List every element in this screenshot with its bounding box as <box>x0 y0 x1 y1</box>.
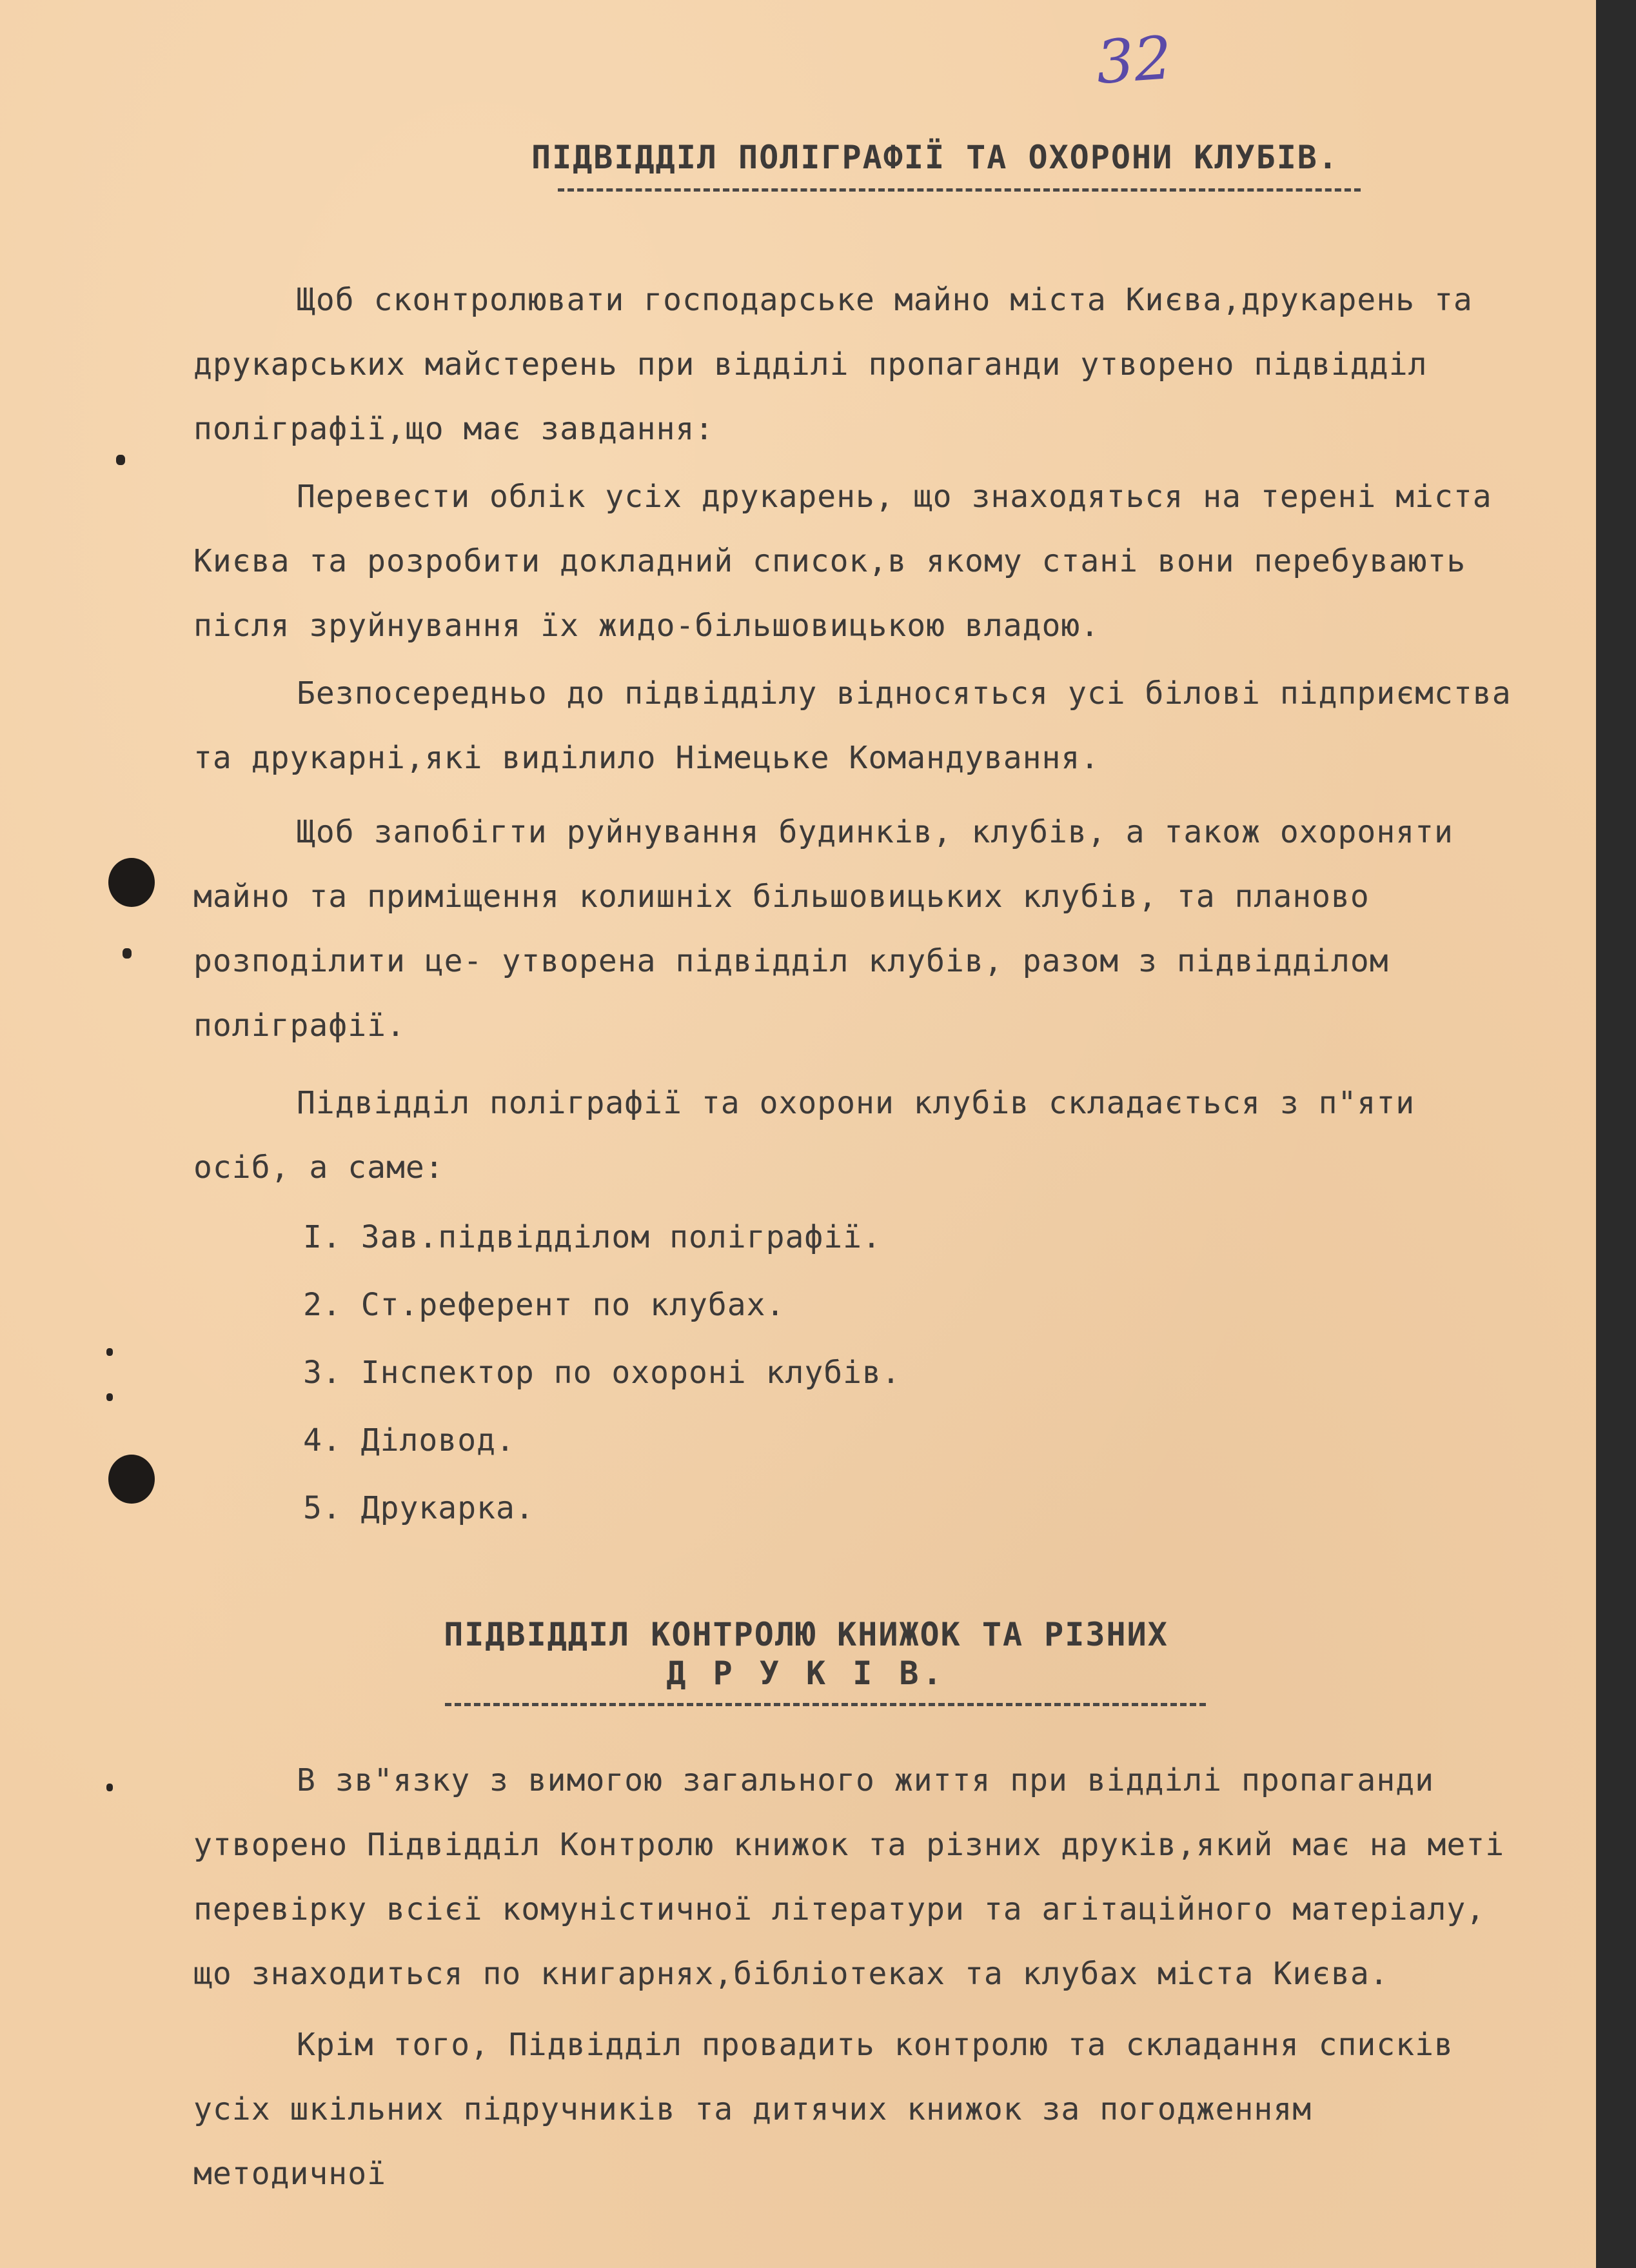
section1-paragraph-1: Щоб сконтролювати господарське майно міста Києва,друкарень та друкарських майстерень при відділі пропаганди утворено підвідділ поліграфії,що має завдання: <box>193 282 1473 447</box>
section1-paragraph-3: Безпосередньо до підвідділу відносяться усі білові підприємства та друкарні,які виділило Німецьке Командування. <box>193 675 1512 776</box>
section2-paragraph-2: Крім того, Підвідділ провадить контролю та складання списків усіх шкільних підручників та дитячих книжок за погодженням методичної <box>193 2027 1454 2192</box>
ink-speck <box>106 1393 113 1401</box>
title-underline <box>558 188 1361 192</box>
staff-list-item: 3. Інспектор по охороні клубів. <box>303 1355 901 1391</box>
punch-hole <box>108 1455 155 1504</box>
staff-list-item: 5. Друкарка. <box>303 1490 535 1526</box>
punch-hole <box>108 858 155 907</box>
section1-title: ПІДВІДДІЛ ПОЛІГРАФІЇ ТА ОХОРОНИ КЛУБІВ. <box>531 139 1339 176</box>
ink-speck <box>106 1784 113 1791</box>
section1-paragraph-2: Перевести облік усіх друкарень, що знаходяться на терені міста Києва та розробити докладний список,в якому стані вони перебувають після зруйнування їх жидо-більшовицькою владою. <box>193 479 1492 644</box>
handwritten-page-number: 32 <box>1094 23 1174 97</box>
section2-paragraph-1: В зв"язку з вимогою загального життя при відділі пропаганди утворено Підвідділ Контролю книжок та різних друків,який має на меті перевірку всієї комуністичної літератури та агітаційного матеріалу, що знаходиться по книгарнях,бібліотеках та клубах міста Києва. <box>193 1762 1505 1992</box>
staff-list-item: I. Зав.підвідділом поліграфії. <box>303 1219 882 1255</box>
ink-speck <box>123 948 132 959</box>
section1-paragraph-5: Підвідділ поліграфії та охорони клубів складається з п"яти осіб, а саме: <box>193 1085 1415 1186</box>
staff-list-item: 4. Діловод. <box>303 1422 515 1458</box>
section1-paragraph-4: Щоб запобігти руйнування будинків, клубів, а також охороняти майно та приміщення колишніх більшовицьких клубів, та планово розподілити це- утворена підвідділ клубів, разом з підвідділом поліграфії. <box>193 814 1454 1044</box>
section2-title-line2: Д Р У К І В. <box>666 1655 946 1692</box>
staff-list-item: 2. Ст.референт по клубах. <box>303 1287 785 1323</box>
section2-title-underline <box>445 1703 1206 1706</box>
ink-speck <box>106 1348 113 1356</box>
section2-title-line1: ПІДВІДДІЛ КОНТРОЛЮ КНИЖОК ТА РІЗНИХ <box>444 1616 1168 1653</box>
ink-speck <box>116 455 125 465</box>
